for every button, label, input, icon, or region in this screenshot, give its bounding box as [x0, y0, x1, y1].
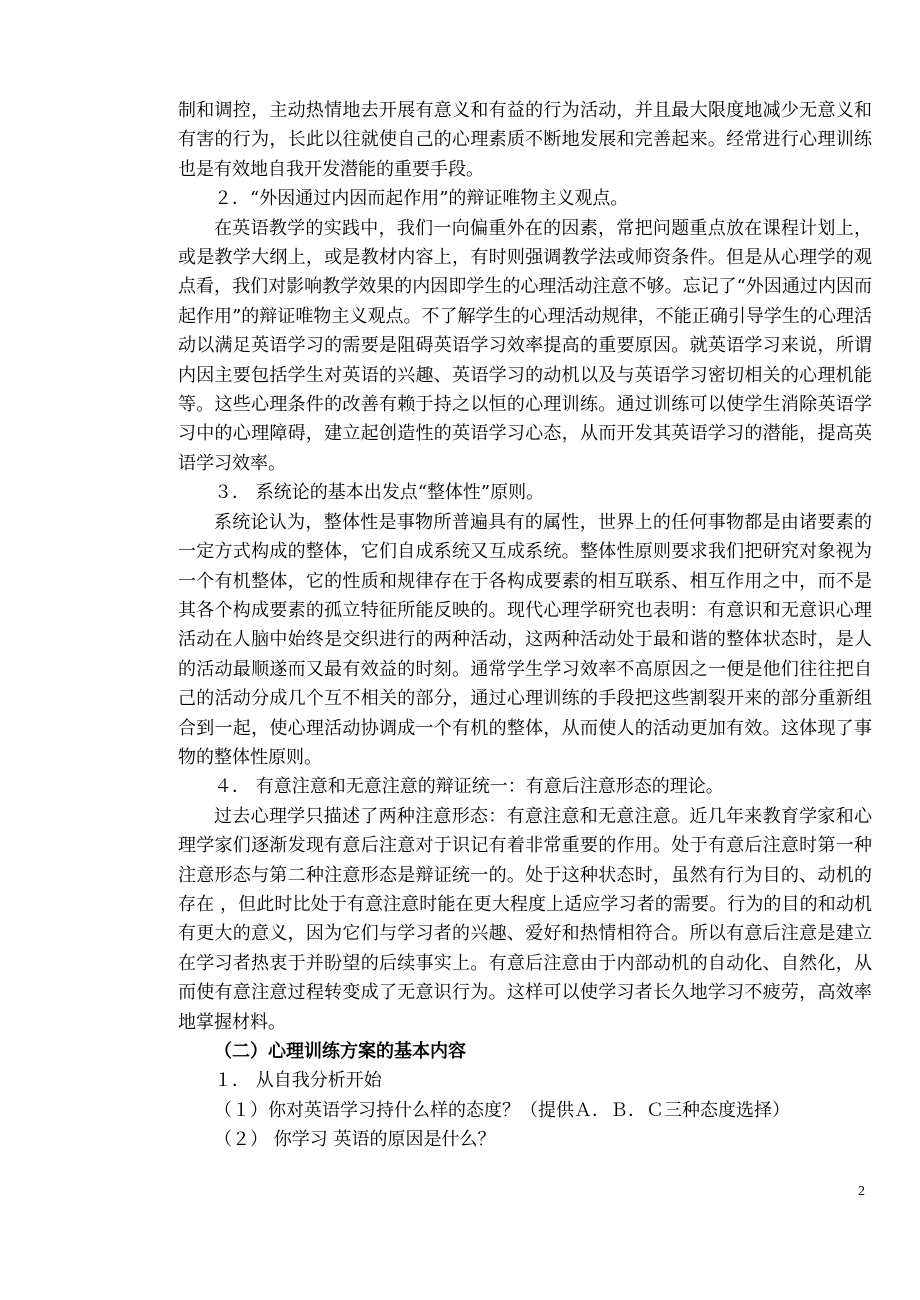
- heading-point-4: ４． 有意注意和无意注意的辩证统一：有意后注意形态的理论。: [214, 776, 724, 798]
- question-1: （１）你对英语学习持什么样的态度？（提供Ａ．Ｂ．Ｃ三种态度选择）: [214, 1099, 790, 1121]
- body-text: [178, 96, 872, 1155]
- paragraph-internal-cause: 在英语教学的实践中，我们一向偏重外在的因素，常把问题重点放在课程计划上，或是教学大纲上，或是教材内容上，有时则强调教学法或师资条件。但是从心理学的观点看，我们对影响教学效果的内因即学生的心理活动注意不够。忘记了“外因通过内因而起作用”的辩证唯物主义观点。不了解学生的心理活动规律，不能正确引导学生的心理活动以满足英语学习的需要是阻碍英语学习效率提高的重要原因。就英语学习来说，所谓内因主要包括学生对英语的兴趣、英语学习的动机以及与英语学习密切相关的心理机能等。这些心理条件的改善有赖于持之以恒的心理训练。通过训练可以使学生消除英语学习中的心理障碍，建立起创造性的英语学习心态，从而开发其英语学习的潜能，提高英语学习效率。: [178, 217, 872, 474]
- paragraph-attention: 过去心理学只描述了两种注意形态：有意注意和无意注意。近几年来教育学家和心理学家们逐渐发现有意后注意对于识记有着非常重要的作用。处于有意后注意时第一种注意形态与第二种注意形态是辩证统一的。处于这种状态时，虽然有行为目的、动机的存在 ，但此时比处于有意注意时能在更大程度上适应学习者的需要。行为的目的和动机有更大的意义，因为它们与学习者的兴趣、爱好和热情相符合。所以有意后注意是建立在学习者热衷于并盼望的后续事实上。有意后注意由于内部动机的自动化、自然化，从而使有意注意过程转变成了无意识行为。这样可以使学习者长久地学习不疲劳，高效率地掌握材料。: [178, 805, 872, 1033]
- paragraph-systems-theory: 系统论认为，整体性是事物所普遍具有的属性，世界上的任何事物都是由诸要素的一定方式构成的整体，它们自成系统又互成系统。整体性原则要求我们把研究对象视为一个有机整体，它的性质和规律存在于各构成要素的相互联系、相互作用之中，而不是其各个构成要素的孤立特征所能反映的。现代心理学研究也表明：有意识和无意识心理活动在人脑中始终是交织进行的两种活动，这两种活动处于最和谐的整体状态时，是人的活动最顺遂而又最有效益的时刻。通常学生学习效率不高原因之一便是他们往往把自己的活动分成几个互不相关的部分，通过心理训练的手段把这些割裂开来的部分重新组合到一起，使心理活动协调成一个有机的整体，从而使人的活动更加有效。这体现了事物的整体性原则。: [178, 511, 872, 768]
- question-2: （２） 你学习 英语的原因是什么？: [214, 1129, 496, 1151]
- heading-point-3: ３． 系统论的基本出发点“整体性”原则。: [214, 482, 545, 504]
- section-heading-training-plan: （二）心理训练方案的基本内容: [214, 1041, 466, 1062]
- heading-self-analysis: １． 从自我分析开始: [214, 1070, 382, 1092]
- heading-point-2: ２．“外因通过内因而起作用”的辩证唯物主义观点。: [214, 188, 629, 210]
- page-number: 2: [858, 1184, 865, 1199]
- paragraph-continuation: 制和调控，主动热情地去开展有意义和有益的行为活动，并且最大限度地减少无意义和有害的行为，长此以往就使自己的心理素质不断地发展和完善起来。经常进行心理训练也是有效地自我开发潜能的重要手段。: [178, 100, 872, 180]
